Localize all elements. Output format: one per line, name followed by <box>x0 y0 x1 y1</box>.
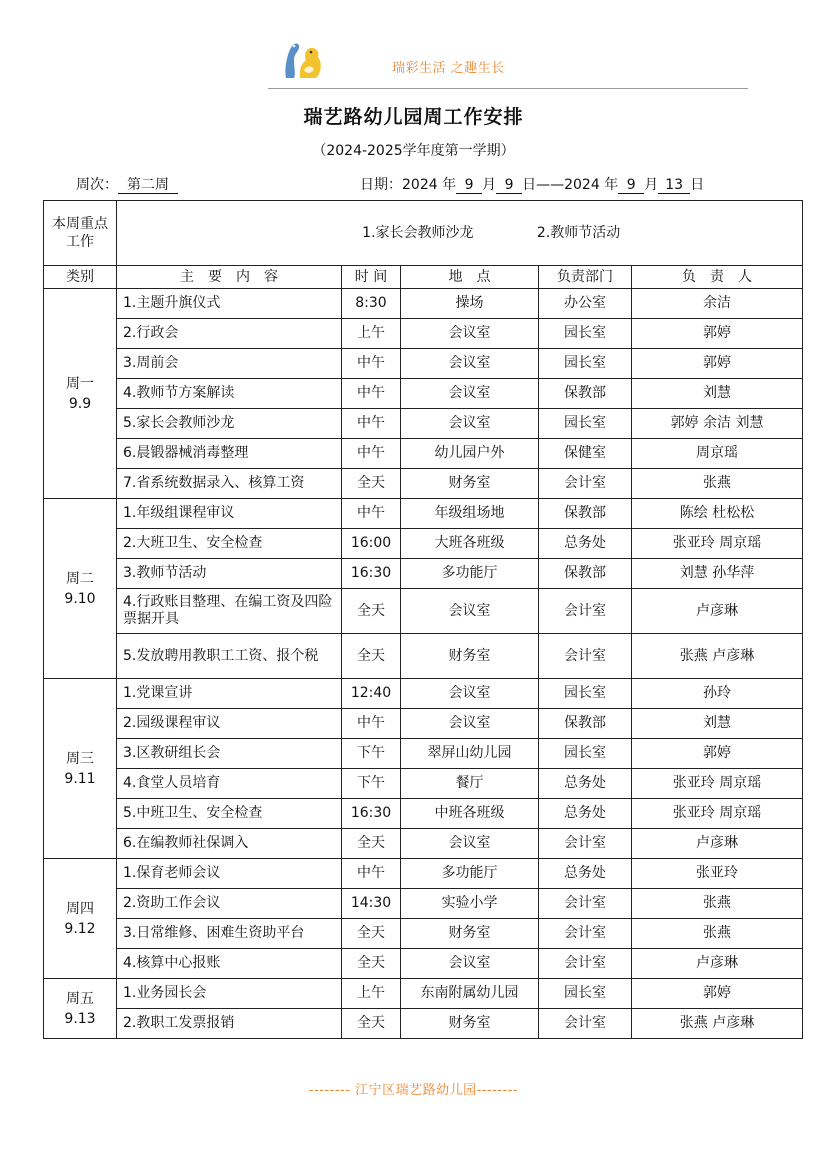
cell-dept: 办公室 <box>539 289 632 319</box>
schedule-table <box>43 200 803 1039</box>
column-header-place: 地 点 <box>401 266 539 289</box>
day-label: 周五 <box>66 990 94 1007</box>
cell-content: 4.行政账目整理、在编工资及四险票据开具 <box>117 589 342 634</box>
cell-place: 多功能厅 <box>401 559 539 589</box>
day-date: 9.10 <box>64 590 96 607</box>
cell-time: 14:30 <box>342 889 401 919</box>
footer-text: -------- 江宁区瑞艺路幼儿园-------- <box>308 1083 519 1098</box>
cell-content: 3.区教研组长会 <box>117 739 342 769</box>
cell-place: 翠屏山幼儿园 <box>401 739 539 769</box>
table-row <box>44 799 803 829</box>
cell-content: 3.教师节活动 <box>117 559 342 589</box>
table-row <box>44 529 803 559</box>
cell-dept: 园长室 <box>539 739 632 769</box>
cell-place: 会议室 <box>401 679 539 709</box>
table-row <box>44 589 803 634</box>
cell-person: 孙玲 <box>632 679 803 709</box>
day-date: 9.11 <box>64 770 96 787</box>
cell-dept: 会计室 <box>539 919 632 949</box>
cell-person: 张燕 卢彦琳 <box>632 634 803 679</box>
day-cell <box>44 859 117 979</box>
table-row <box>44 979 803 1009</box>
cell-time: 中午 <box>342 379 401 409</box>
cell-content: 5.发放聘用教职工工资、报个税 <box>117 634 342 679</box>
cell-person: 刘慧 <box>632 709 803 739</box>
cell-person: 卢彦琳 <box>632 949 803 979</box>
cell-dept: 保教部 <box>539 709 632 739</box>
cell-time: 全天 <box>342 949 401 979</box>
cell-place: 餐厅 <box>401 769 539 799</box>
cell-dept: 总务处 <box>539 799 632 829</box>
cell-person: 周京瑶 <box>632 439 803 469</box>
day-date: 9.13 <box>64 1010 96 1027</box>
cell-dept: 会计室 <box>539 634 632 679</box>
cell-person: 郭婷 <box>632 319 803 349</box>
cell-content: 2.行政会 <box>117 319 342 349</box>
cell-person: 刘慧 <box>632 379 803 409</box>
table-row <box>44 1009 803 1039</box>
cell-time: 中午 <box>342 499 401 529</box>
month-label: 月 <box>482 177 497 193</box>
cell-time: 12:40 <box>342 679 401 709</box>
date-label: 日期： <box>360 177 402 193</box>
cell-content: 2.大班卫生、安全检查 <box>117 529 342 559</box>
day-date: 9.9 <box>68 395 92 412</box>
week-label: 周次： <box>76 177 118 193</box>
cell-time: 16:30 <box>342 559 401 589</box>
column-header-person: 负 责 人 <box>632 266 803 289</box>
table-row <box>44 739 803 769</box>
cell-time: 下午 <box>342 739 401 769</box>
key-points-row <box>44 201 803 266</box>
cell-dept: 总务处 <box>539 769 632 799</box>
cell-place: 会议室 <box>401 829 539 859</box>
cell-content: 5.中班卫生、安全检查 <box>117 799 342 829</box>
cell-person: 张亚玲 周京瑶 <box>632 769 803 799</box>
cell-time: 全天 <box>342 634 401 679</box>
day-cell <box>44 979 117 1039</box>
cell-time: 中午 <box>342 349 401 379</box>
key-point-item: 2.教师节活动 <box>536 224 621 241</box>
cell-content: 5.家长会教师沙龙 <box>117 409 342 439</box>
cell-content: 3.日常维修、困难生资助平台 <box>117 919 342 949</box>
table-row <box>44 889 803 919</box>
cell-person: 郭婷 <box>632 739 803 769</box>
cell-dept: 园长室 <box>539 319 632 349</box>
cell-time: 全天 <box>342 829 401 859</box>
cell-dept: 会计室 <box>539 1009 632 1039</box>
table-row <box>44 709 803 739</box>
cell-person: 余洁 <box>632 289 803 319</box>
cell-time: 8:30 <box>342 289 401 319</box>
year-label-2: 年 <box>604 177 619 193</box>
cell-content: 1.主题升旗仪式 <box>117 289 342 319</box>
cell-place: 财务室 <box>401 919 539 949</box>
cell-dept: 园长室 <box>539 409 632 439</box>
cell-content: 6.在编教师社保调入 <box>117 829 342 859</box>
cell-time: 全天 <box>342 919 401 949</box>
cell-content: 4.教师节方案解读 <box>117 379 342 409</box>
table-header-row <box>44 266 803 289</box>
cell-place: 会议室 <box>401 409 539 439</box>
table-row <box>44 499 803 529</box>
cell-place: 会议室 <box>401 349 539 379</box>
cell-content: 3.周前会 <box>117 349 342 379</box>
date-year-start: 2024 <box>402 177 438 193</box>
cell-place: 财务室 <box>401 634 539 679</box>
cell-content: 1.党课宣讲 <box>117 679 342 709</box>
cell-time: 中午 <box>342 709 401 739</box>
cell-person: 张燕 <box>632 889 803 919</box>
cell-place: 中班各班级 <box>401 799 539 829</box>
key-points-content <box>117 201 803 266</box>
table-row <box>44 919 803 949</box>
page-title: 瑞艺路幼儿园周工作安排 <box>303 106 524 128</box>
table-row <box>44 319 803 349</box>
cell-place: 实验小学 <box>401 889 539 919</box>
day-cell <box>44 679 117 859</box>
date-info <box>360 174 704 194</box>
cell-person: 郭婷 余洁 刘慧 <box>632 409 803 439</box>
cell-time: 16:00 <box>342 529 401 559</box>
cell-time: 上午 <box>342 319 401 349</box>
cell-person: 张燕 <box>632 919 803 949</box>
week-value: 第二周 <box>118 177 178 194</box>
column-header-category: 类别 <box>44 266 117 289</box>
key-point-item: 1.家长会教师沙龙 <box>362 224 474 241</box>
cell-dept: 会计室 <box>539 889 632 919</box>
day-label: 周三 <box>66 750 94 767</box>
cell-place: 年级组场地 <box>401 499 539 529</box>
cell-place: 幼儿园户外 <box>401 439 539 469</box>
date-year-end: 2024 <box>564 177 600 193</box>
date-month-end: 9 <box>618 177 644 194</box>
date-month-start: 9 <box>456 177 482 194</box>
cell-time: 16:30 <box>342 799 401 829</box>
cell-place: 财务室 <box>401 1009 539 1039</box>
cell-content: 6.晨锻器械消毒整理 <box>117 439 342 469</box>
cell-content: 1.业务园长会 <box>117 979 342 1009</box>
cell-person: 卢彦琳 <box>632 829 803 859</box>
cell-place: 会议室 <box>401 379 539 409</box>
cell-person: 张亚玲 <box>632 859 803 889</box>
cell-person: 郭婷 <box>632 349 803 379</box>
day-cell <box>44 499 117 679</box>
cell-person: 刘慧 孙华萍 <box>632 559 803 589</box>
day-date: 9.12 <box>64 920 96 937</box>
cell-content: 4.核算中心报账 <box>117 949 342 979</box>
cell-place: 财务室 <box>401 469 539 499</box>
table-row <box>44 949 803 979</box>
cell-dept: 保教部 <box>539 559 632 589</box>
cell-place: 会议室 <box>401 589 539 634</box>
table-row <box>44 349 803 379</box>
table-row <box>44 469 803 499</box>
cell-person: 张燕 <box>632 469 803 499</box>
kindergarten-logo <box>280 38 330 80</box>
cell-dept: 园长室 <box>539 679 632 709</box>
table-row <box>44 829 803 859</box>
header-divider <box>268 88 748 89</box>
week-info <box>76 174 178 194</box>
table-row <box>44 634 803 679</box>
cell-dept: 园长室 <box>539 349 632 379</box>
cell-person: 陈绘 杜松松 <box>632 499 803 529</box>
cell-dept: 会计室 <box>539 829 632 859</box>
cell-time: 全天 <box>342 469 401 499</box>
cell-time: 中午 <box>342 439 401 469</box>
table-row <box>44 439 803 469</box>
cell-dept: 会计室 <box>539 949 632 979</box>
cell-dept: 保教部 <box>539 379 632 409</box>
day-label: 周一 <box>66 375 94 392</box>
table-row <box>44 379 803 409</box>
cell-place: 操场 <box>401 289 539 319</box>
cell-dept: 总务处 <box>539 859 632 889</box>
cell-dept: 园长室 <box>539 979 632 1009</box>
cell-dept: 会计室 <box>539 589 632 634</box>
cell-content: 7.省系统数据录入、核算工资 <box>117 469 342 499</box>
cell-time: 上午 <box>342 979 401 1009</box>
slogan: 瑞彩生活 之趣生长 <box>392 61 505 76</box>
table-row <box>44 289 803 319</box>
cell-place: 会议室 <box>401 319 539 349</box>
cell-place: 会议室 <box>401 709 539 739</box>
column-header-dept: 负责部门 <box>539 266 632 289</box>
cell-content: 1.年级组课程审议 <box>117 499 342 529</box>
date-separator: —— <box>536 177 565 193</box>
cell-person: 张亚玲 周京瑶 <box>632 799 803 829</box>
cell-place: 东南附属幼儿园 <box>401 979 539 1009</box>
cell-place: 多功能厅 <box>401 859 539 889</box>
cell-dept: 总务处 <box>539 529 632 559</box>
cell-content: 2.教职工发票报销 <box>117 1009 342 1039</box>
day-label-2: 日 <box>690 177 705 193</box>
cell-dept: 保健室 <box>539 439 632 469</box>
cell-time: 中午 <box>342 859 401 889</box>
table-row <box>44 859 803 889</box>
table-row <box>44 679 803 709</box>
date-day-start: 9 <box>496 177 522 194</box>
table-row <box>44 409 803 439</box>
cell-time: 下午 <box>342 769 401 799</box>
cell-time: 全天 <box>342 1009 401 1039</box>
cell-person: 郭婷 <box>632 979 803 1009</box>
cell-dept: 保教部 <box>539 499 632 529</box>
page-subtitle: （2024-2025学年度第一学期） <box>312 143 515 159</box>
cell-time: 全天 <box>342 589 401 634</box>
cell-content: 1.保育老师会议 <box>117 859 342 889</box>
table-row <box>44 769 803 799</box>
month-label-2: 月 <box>644 177 659 193</box>
key-points-label: 本周重点工作 <box>44 201 117 266</box>
cell-place: 会议室 <box>401 949 539 979</box>
date-day-end: 13 <box>658 177 690 194</box>
day-cell <box>44 289 117 499</box>
cell-content: 2.园级课程审议 <box>117 709 342 739</box>
day-label: 周四 <box>66 900 94 917</box>
year-label: 年 <box>442 177 457 193</box>
column-header-content: 主 要 内 容 <box>117 266 342 289</box>
cell-content: 2.资助工作会议 <box>117 889 342 919</box>
cell-dept: 会计室 <box>539 469 632 499</box>
cell-content: 4.食堂人员培育 <box>117 769 342 799</box>
cell-person: 张亚玲 周京瑶 <box>632 529 803 559</box>
column-header-time: 时 间 <box>342 266 401 289</box>
cell-person: 卢彦琳 <box>632 589 803 634</box>
cell-person: 张燕 卢彦琳 <box>632 1009 803 1039</box>
table-row <box>44 559 803 589</box>
day-label: 周二 <box>66 570 94 587</box>
cell-place: 大班各班级 <box>401 529 539 559</box>
cell-time: 中午 <box>342 409 401 439</box>
day-label: 日 <box>522 177 537 193</box>
